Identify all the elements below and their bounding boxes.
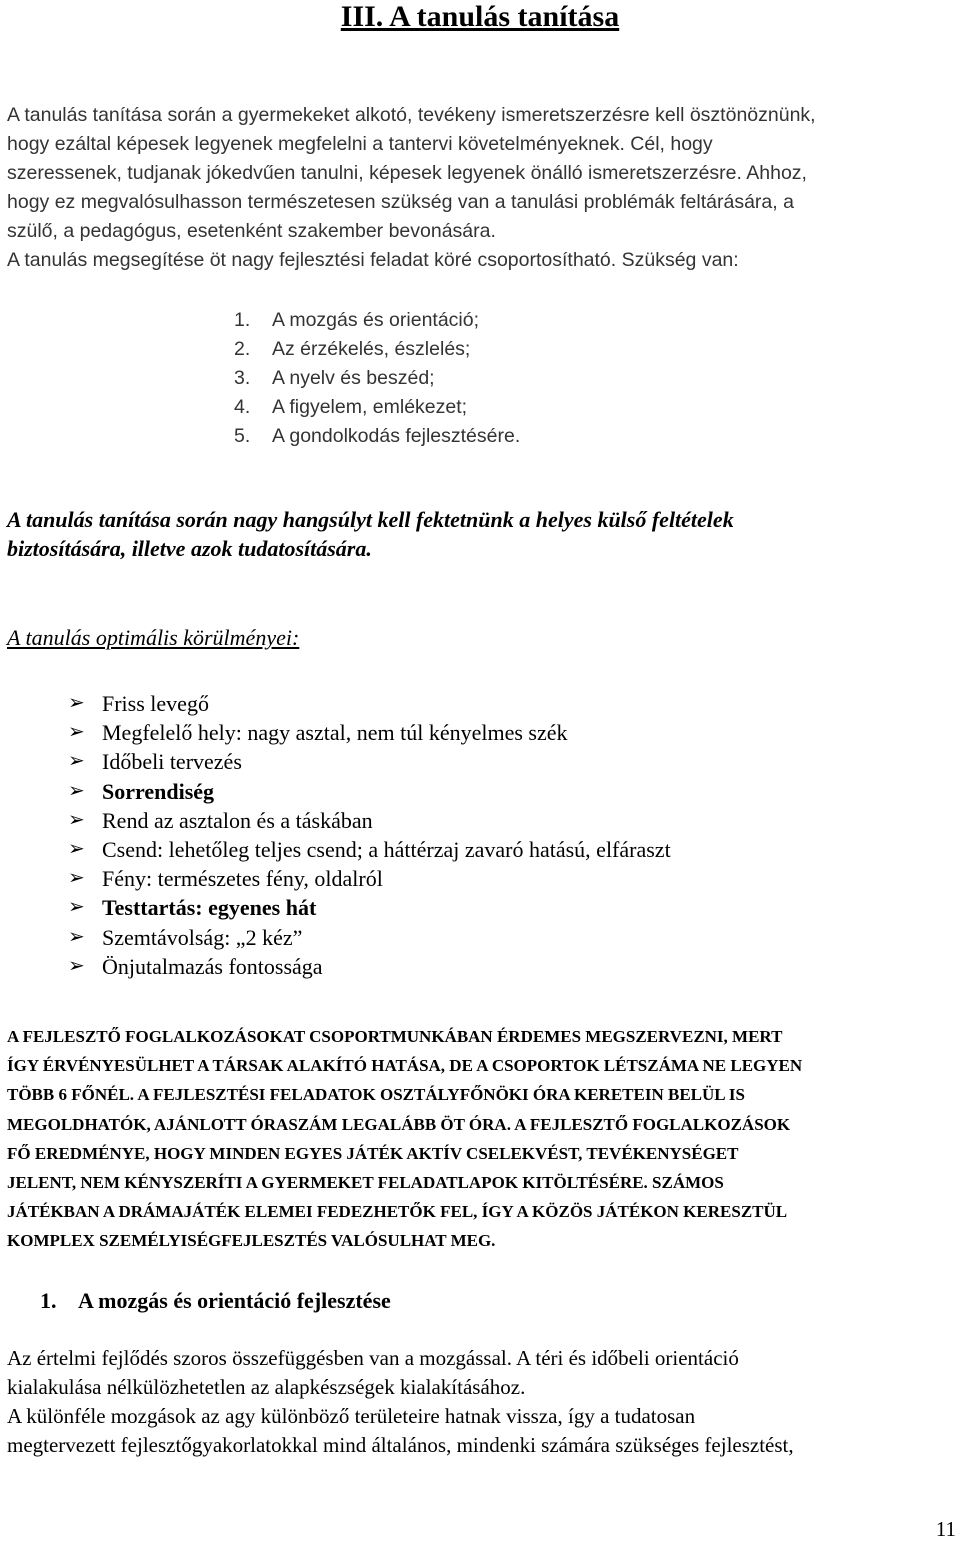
list-item	[68, 689, 671, 718]
list-text: Önjutalmazás fontossága	[102, 953, 323, 979]
list-item	[68, 777, 671, 806]
page-title: III. A tanulás tanítása	[340, 0, 620, 33]
list-text: Az érzékelés, észlelés;	[272, 338, 471, 360]
text-line: FŐ EREDMÉNYE, HOGY MINDEN EGYES JÁTÉK AKTÍV CSELEKVÉST, TEVÉKENYSÉGET	[7, 1143, 739, 1163]
numbered-list	[234, 306, 520, 451]
text-line: megtervezett fejlesztőgyakorlatokkal mind általános, mindenki számára szükséges fejlesztést,	[7, 1433, 794, 1457]
page-number: 11	[935, 1517, 956, 1541]
text-line: A FEJLESZTŐ FOGLALKOZÁSOKAT CSOPORTMUNKÁBAN ÉRDEMES MEGSZERVEZNI, MERT	[7, 1027, 783, 1046]
arrow-bullet-icon: ➢	[68, 808, 85, 831]
text-line: MEGOLDHATÓK, AJÁNLOTT ÓRASZÁM LEGALÁBB ÖT ÓRA. A FEJLESZTŐ FOGLALKOZÁSOK	[7, 1114, 791, 1134]
text-line: szülő, a pedagógus, esetenként szakember bevonására.	[7, 220, 496, 242]
text-line: JÁTÉKBAN A DRÁMAJÁTÉK ELEMEI FEDEZHETŐK FEL, ÍGY A KÖZÖS JÁTÉKON KERESZTÜL	[7, 1202, 788, 1222]
list-text: Csend: lehetőleg teljes csend; a háttérzaj zavaró hatású, elfáraszt	[102, 837, 671, 863]
arrow-bullet-icon: ➢	[68, 838, 85, 861]
list-number: 4.	[234, 396, 251, 418]
list-number: 1.	[234, 309, 251, 331]
intro-paragraph	[7, 101, 957, 275]
list-item	[68, 835, 671, 864]
arrow-bullet-icon: ➢	[68, 750, 85, 773]
list-item	[234, 335, 520, 364]
text-line: kialakulása nélkülözhetetlen az alapkészségek kialakításához.	[7, 1375, 526, 1399]
arrow-bullet-icon: ➢	[68, 779, 85, 802]
list-text: Rend az asztalon és a táskában	[102, 807, 373, 833]
list-item	[234, 364, 520, 393]
list-text: Friss levegő	[102, 691, 209, 716]
conditions-heading: A tanulás optimális körülményei:	[7, 625, 300, 650]
list-text: A nyelv és beszéd;	[272, 367, 435, 389]
arrow-bullet-icon: ➢	[68, 721, 85, 744]
arrow-bullet-icon: ➢	[68, 925, 85, 948]
list-number: 5.	[234, 425, 251, 447]
list-item	[68, 952, 671, 981]
list-item	[234, 422, 520, 451]
arrow-bullet-icon: ➢	[68, 896, 85, 919]
text-line: biztosítására, illetve azok tudatosítására.	[7, 536, 372, 561]
list-item	[234, 306, 520, 335]
emphasis-paragraph	[7, 505, 957, 563]
list-item	[68, 747, 671, 776]
list-item	[68, 864, 671, 893]
text-line: hogy ezáltal képesek legyenek megfelelni a tantervi követelményeknek. Cél, hogy	[7, 133, 713, 155]
list-item	[68, 718, 671, 747]
text-line: A tanulás megsegítése öt nagy fejlesztési feladat köré csoportosítható. Szükség van:	[7, 249, 739, 271]
text-line: TÖBB 6 FŐNÉL. A FEJLESZTÉSI FELADATOK OSZTÁLYFŐNÖKI ÓRA KERETEIN BELÜL IS	[7, 1085, 745, 1105]
text-line: A különféle mozgások az agy különböző területeire hatnak vissza, így a tudatosan	[7, 1404, 696, 1428]
conditions-list	[68, 689, 671, 981]
list-item	[234, 393, 520, 422]
arrow-bullet-icon: ➢	[68, 954, 85, 977]
text-line: A tanulás tanítása során a gyermekeket alkotó, tevékeny ismeretszerzésre kell ösztönöznünk,	[7, 104, 816, 126]
arrow-bullet-icon: ➢	[68, 867, 85, 890]
list-text: A mozgás és orientáció;	[272, 309, 480, 331]
section-paragraph	[7, 1344, 957, 1460]
list-text: Megfelelő hely: nagy asztal, nem túl kényelmes szék	[102, 720, 568, 746]
list-text: Szemtávolság: „2 kéz”	[102, 924, 303, 950]
text-line: JELENT, NEM KÉNYSZERÍTI A GYERMEKET FELADATLAPOK KITÖLTÉSÉRE. SZÁMOS	[7, 1173, 724, 1193]
arrow-bullet-icon: ➢	[68, 692, 85, 714]
list-text: A figyelem, emlékezet;	[272, 396, 468, 418]
list-text: Fény: természetes fény, oldalról	[102, 866, 383, 892]
section-heading	[40, 1286, 391, 1315]
list-text: Időbeli tervezés	[102, 749, 242, 775]
text-line: KOMPLEX SZEMÉLYISÉGFEJLESZTÉS VALÓSULHAT MEG.	[7, 1231, 496, 1251]
section-number: 1.	[40, 1288, 57, 1313]
section-title: A mozgás és orientáció fejlesztése	[78, 1288, 391, 1313]
list-number: 2.	[234, 338, 251, 360]
caps-paragraph	[7, 1022, 957, 1256]
text-line: Az értelmi fejlődés szoros összefüggésben van a mozgással. A téri és időbeli orientáció	[7, 1346, 739, 1370]
list-item	[68, 893, 671, 922]
text-line: szeressenek, tudjanak jókedvűen tanulni, képesek legyenek önálló ismeretszerzésre. Ahhoz,	[7, 162, 807, 184]
text-line: ÍGY ÉRVÉNYESÜLHET A TÁRSAK ALAKÍTÓ HATÁSA, DE A CSOPORTOK LÉTSZÁMA NE LEGYEN	[7, 1056, 803, 1076]
list-number: 3.	[234, 367, 251, 389]
list-text: Testtartás: egyenes hát	[102, 895, 317, 921]
list-item	[68, 923, 671, 952]
text-line: hogy ez megvalósulhasson természetesen szükség van a tanulási problémák feltárására, a	[7, 191, 794, 213]
list-item	[68, 806, 671, 835]
list-text: A gondolkodás fejlesztésére.	[272, 425, 521, 447]
list-text: Sorrendiség	[102, 778, 215, 804]
text-line: A tanulás tanítása során nagy hangsúlyt kell fektetnünk a helyes külső feltételek	[7, 507, 734, 532]
